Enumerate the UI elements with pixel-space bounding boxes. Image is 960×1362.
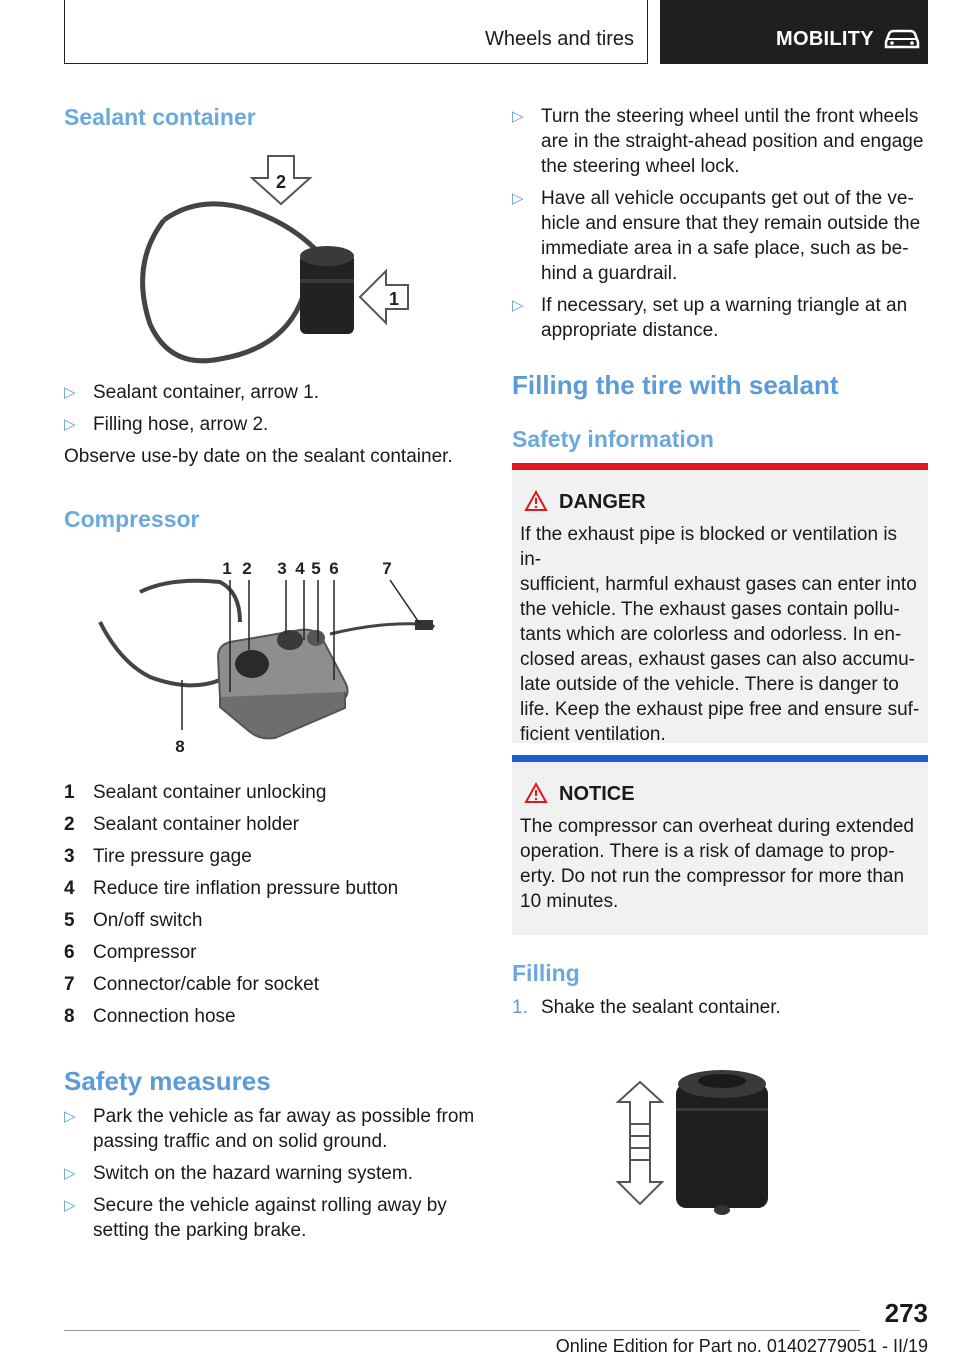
compressor-figure-label: 8 [175, 737, 185, 756]
sealant-container-figure [110, 154, 470, 374]
sealant-note: Observe use-by date on the sealant container. [64, 446, 453, 467]
page-number: 273 [884, 1298, 928, 1328]
danger-text: If the exhaust pipe is blocked or ventilation is in‐ sufficient, harmful exhaust gases can enter into the vehicle. The exhaust gases contain pollu‐ tants which are colorless and odorless. In en‐ closed areas, exhaust gases can also accumu‐ late outside of the vehicle. There is danger to life. Keep the exhaust pipe free and ensure suf‐ ficient ventilation. [520, 524, 920, 745]
sealant-bullet: ▷ Filling hose, arrow 2. [64, 414, 269, 435]
safety-measures-heading: Safety measures [64, 1066, 271, 1096]
shake-container-figure [610, 1064, 810, 1224]
compressor-figure-label: 7 [382, 559, 392, 578]
sealant-figure-label-2: 2 [275, 172, 287, 192]
notice-title: NOTICE [559, 783, 635, 805]
right-column [512, 104, 928, 452]
notice-bar [512, 755, 928, 762]
legend-row: 8 Connection hose [64, 1006, 236, 1027]
safety-bullet: ▷ Switch on the hazard warning system. [64, 1163, 413, 1184]
legend-row: 6 Compressor [64, 942, 197, 963]
edition-footer: Online Edition for Part no. 01402779051 - II/19 [555, 1336, 928, 1356]
notice-box [512, 755, 928, 935]
compressor-figure [90, 552, 460, 762]
legend-row: 4 Reduce tire inflation pressure button [64, 878, 399, 899]
compressor-figure-label: 5 [311, 559, 321, 578]
legend-row: 3 Tire pressure gage [64, 846, 252, 867]
warning-icon [524, 490, 548, 512]
legend-row: 7 Connector/cable for socket [64, 974, 320, 995]
safety-information-heading: Safety information [512, 426, 714, 452]
legend-row: 5 On/off switch [64, 910, 203, 931]
page-header [64, 0, 928, 64]
danger-box [512, 463, 928, 743]
compressor-heading: Compressor [64, 506, 200, 532]
compressor-figure-label: 1 [222, 559, 232, 578]
legend-row: 2 Sealant container holder [64, 814, 299, 835]
danger-title: DANGER [559, 491, 646, 513]
warning-icon [524, 782, 548, 804]
safety-bullet: ▷ Park the vehicle as far away as possible from passing traffic and on solid ground. [64, 1106, 475, 1152]
filling-step: 1. Shake the sealant container. [512, 997, 781, 1018]
danger-bar [512, 463, 928, 470]
header-chapter-box [660, 0, 928, 64]
left-column [64, 104, 475, 1241]
occupants-bullet: ▷ Have all vehicle occupants get out of the ve‐ hicle and ensure that they remain outside the immediate area in a safe place, such as be‐ hind a guardrail. [512, 188, 921, 284]
compressor-figure-label: 2 [242, 559, 252, 578]
steering-bullet: ▷ Turn the steering wheel until the front wheels are in the straight-ahead position and engage the steering wheel lock. [512, 106, 924, 177]
legend-row: 1 Sealant container unlocking [64, 782, 327, 803]
filling-tire-heading: Filling the tire with sealant [512, 370, 839, 400]
header-section-title: Wheels and tires [485, 28, 634, 50]
sealant-container-heading: Sealant container [64, 104, 256, 130]
compressor-figure-label: 4 [295, 559, 305, 578]
sealant-figure-label-1: 1 [388, 289, 400, 309]
car-icon [882, 28, 922, 50]
footer-divider [64, 1330, 860, 1331]
header-chapter-title: MOBILITY [776, 28, 874, 50]
compressor-legend [64, 777, 474, 1033]
triangle-bullet: ▷ If necessary, set up a warning triangle at an appropriate distance. [512, 295, 908, 341]
compressor-figure-label: 6 [329, 559, 339, 578]
sealant-bullet: ▷ Sealant container, arrow 1. [64, 382, 320, 403]
compressor-figure-label: 3 [277, 559, 287, 578]
filling-heading: Filling [512, 960, 580, 986]
safety-bullet: ▷ Secure the vehicle against rolling away by setting the parking brake. [64, 1195, 447, 1241]
notice-text: The compressor can overheat during extended operation. There is a risk of damage to prop‐ erty. Do not run the compressor for more than 10 minutes. [520, 816, 914, 912]
